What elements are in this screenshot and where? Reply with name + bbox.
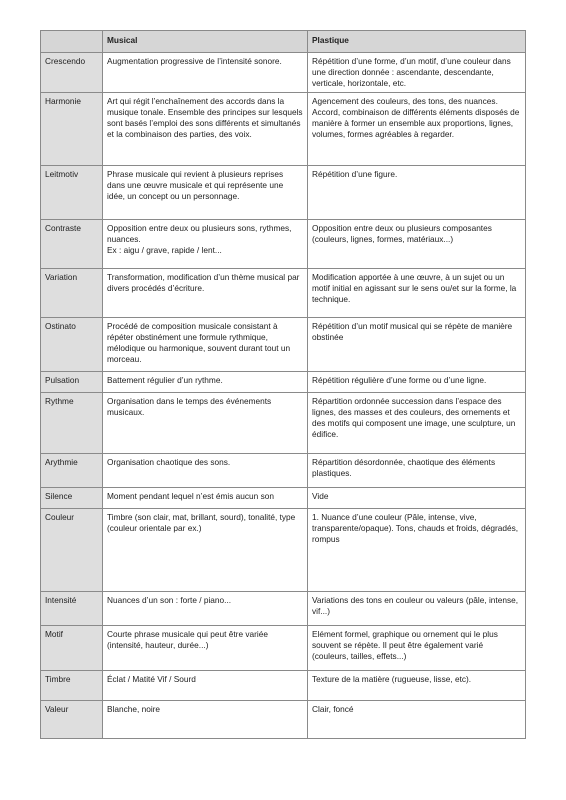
musical-cell: Organisation chaotique des sons. [103, 454, 308, 488]
table-row [41, 488, 526, 509]
term-cell: Motif [41, 626, 103, 671]
glossary-table [40, 30, 526, 739]
term-cell: Crescendo [41, 53, 103, 93]
musical-cell: Nuances d’un son : forte / piano... [103, 592, 308, 626]
term-cell: Pulsation [41, 372, 103, 393]
table-row [41, 269, 526, 318]
musical-cell: Procédé de composition musicale consistant à répéter obstinément une formule rythmique, mélodique ou harmonique, souvent durant tout un morceau. [103, 318, 308, 372]
table-row [41, 166, 526, 220]
table-row [41, 701, 526, 739]
musical-cell: Opposition entre deux ou plusieurs sons, rythmes, nuances. Ex : aigu / grave, rapide / lent... [103, 220, 308, 269]
musical-cell: Battement régulier d’un rythme. [103, 372, 308, 393]
musical-cell: Augmentation progressive de l’intensité sonore. [103, 53, 308, 93]
musical-cell: Éclat / Matité Vif / Sourd [103, 671, 308, 701]
term-cell: Silence [41, 488, 103, 509]
term-cell: Harmonie [41, 93, 103, 166]
musical-cell: Timbre (son clair, mat, brillant, sourd), tonalité, type (couleur orientale par ex.) [103, 509, 308, 592]
musical-cell: Phrase musicale qui revient à plusieurs reprises dans une œuvre musicale et qui représente une idée, un concept ou un personnage. [103, 166, 308, 220]
plastique-cell: Texture de la matière (rugueuse, lisse, etc). [308, 671, 526, 701]
table-row [41, 626, 526, 671]
plastique-cell: Elément formel, graphique ou ornement qui le plus souvent se répète. Il peut être également varié (couleurs, tailles, effets...) [308, 626, 526, 671]
plastique-cell: Répartition désordonnée, chaotique des éléments plastiques. [308, 454, 526, 488]
term-cell: Intensité [41, 592, 103, 626]
plastique-cell: Variations des tons en couleur ou valeurs (pâle, intense, vif...) [308, 592, 526, 626]
header-row [41, 31, 526, 53]
musical-cell: Moment pendant lequel n’est émis aucun son [103, 488, 308, 509]
table-row [41, 671, 526, 701]
term-cell: Arythmie [41, 454, 103, 488]
musical-cell: Transformation, modification d’un thème musical par divers procédés d’écriture. [103, 269, 308, 318]
table-row [41, 53, 526, 93]
plastique-cell: Clair, foncé [308, 701, 526, 739]
plastique-cell: Répétition d’une forme, d’un motif, d’une couleur dans une direction donnée : ascendante, descendante, verticale, horizontale, etc. [308, 53, 526, 93]
term-cell: Leitmotiv [41, 166, 103, 220]
term-cell: Couleur [41, 509, 103, 592]
plastique-cell: Répétition d’un motif musical qui se répète de manière obstinée [308, 318, 526, 372]
plastique-cell: Vide [308, 488, 526, 509]
musical-cell: Courte phrase musicale qui peut être variée (intensité, hauteur, durée...) [103, 626, 308, 671]
header-musical: Musical [103, 31, 308, 53]
header-empty-cell [41, 31, 103, 53]
plastique-cell: Modification apportée à une œuvre, à un sujet ou un motif initial en agissant sur le sens ou/et sur la forme, la technique. [308, 269, 526, 318]
plastique-cell: Répartition ordonnée succession dans l’espace des lignes, des masses et des couleurs, des ornements et des motifs qui composent une image, une sculpture, un édifice. [308, 393, 526, 454]
table-row [41, 393, 526, 454]
plastique-cell: Agencement des couleurs, des tons, des nuances. Accord, combinaison de différents éléments disposés de manière à former un ensemble aux proportions, lignes, volumes, formes agréables à regarder. [308, 93, 526, 166]
plastique-cell: Répétition régulière d’une forme ou d’une ligne. [308, 372, 526, 393]
musical-cell: Organisation dans le temps des événements musicaux. [103, 393, 308, 454]
table-row [41, 318, 526, 372]
table-row [41, 93, 526, 166]
term-cell: Rythme [41, 393, 103, 454]
musical-cell: Blanche, noire [103, 701, 308, 739]
table-row [41, 220, 526, 269]
plastique-cell: 1. Nuance d’une couleur (Pâle, intense, vive, transparente/opaque). Tons, chauds et froids, dégradés, rompus [308, 509, 526, 592]
term-cell: Contraste [41, 220, 103, 269]
table-row [41, 509, 526, 592]
table-row [41, 592, 526, 626]
table-row [41, 372, 526, 393]
plastique-cell: Répétition d’une figure. [308, 166, 526, 220]
term-cell: Variation [41, 269, 103, 318]
musical-cell: Art qui régit l’enchaînement des accords dans la musique tonale. Ensemble des principes sur lesquels sont basés l’emploi des sons différents et simultanés et la combinaison des parties, des voix. [103, 93, 308, 166]
header-plastique: Plastique [308, 31, 526, 53]
plastique-cell: Opposition entre deux ou plusieurs composantes (couleurs, lignes, formes, matériaux...) [308, 220, 526, 269]
table-row [41, 454, 526, 488]
term-cell: Timbre [41, 671, 103, 701]
term-cell: Valeur [41, 701, 103, 739]
term-cell: Ostinato [41, 318, 103, 372]
